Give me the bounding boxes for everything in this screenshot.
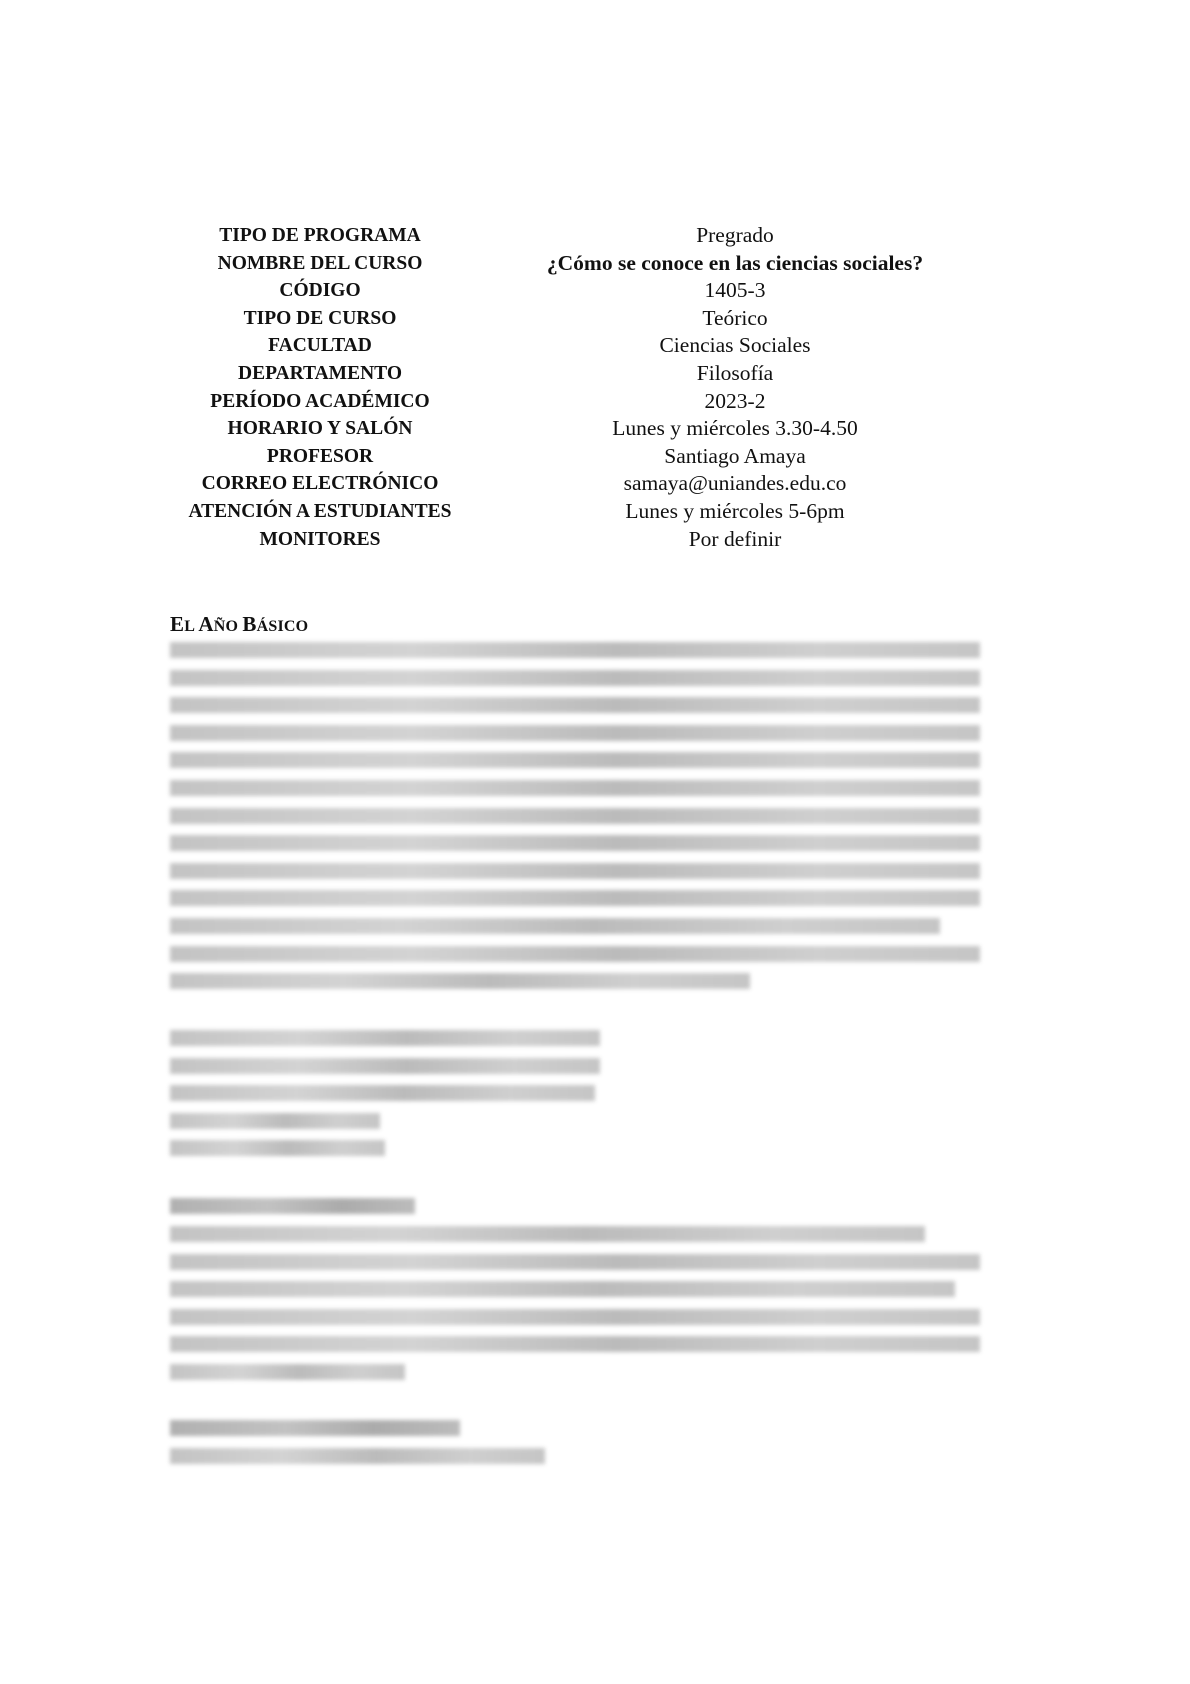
- redacted-line: [170, 808, 980, 824]
- label-facultad: FACULTAD: [268, 335, 372, 357]
- redacted-line: [170, 1420, 460, 1436]
- redacted-heading: [170, 1198, 415, 1226]
- value-profesor: Santiago Amaya: [664, 443, 806, 468]
- redacted-paragraph-descripcion: [170, 1226, 980, 1392]
- redacted-line: [170, 1448, 545, 1464]
- redacted-line: [170, 973, 750, 989]
- info-labels-column: [165, 222, 475, 553]
- redacted-line: [170, 1226, 925, 1242]
- redacted-line: [170, 1254, 980, 1270]
- label-correo: CORREO ELECTRÓNICO: [201, 473, 439, 495]
- redacted-line: [170, 725, 980, 741]
- redacted-line: [170, 670, 980, 686]
- redacted-paragraph-ano-basico: [170, 642, 980, 1001]
- label-periodo-academico: PERÍODO ACADÉMICO: [210, 390, 430, 412]
- redacted-line: [170, 1309, 980, 1325]
- value-atencion-estudiantes: Lunes y miércoles 5-6pm: [625, 498, 845, 523]
- redacted-line: [170, 1085, 595, 1101]
- value-codigo: 1405-3: [704, 278, 766, 303]
- redacted-list: [170, 1030, 600, 1168]
- redacted-line: [170, 642, 980, 658]
- value-periodo-academico: 2023-2: [704, 388, 766, 413]
- label-monitores: MONITORES: [259, 528, 381, 550]
- value-monitores: Por definir: [688, 526, 782, 551]
- redacted-line: [170, 1113, 380, 1129]
- value-departamento: Filosofía: [696, 360, 774, 385]
- label-codigo: CÓDIGO: [279, 280, 361, 302]
- redacted-line: [170, 890, 980, 906]
- info-values-column: [485, 222, 985, 553]
- label-nombre-curso: NOMBRE DEL CURSO: [217, 252, 423, 274]
- label-departamento: DEPARTAMENTO: [238, 362, 402, 384]
- value-correo: samaya@uniandes.edu.co: [623, 471, 847, 496]
- redacted-line: [170, 1281, 955, 1297]
- redacted-line: [170, 863, 980, 879]
- redacted-heading: [170, 1420, 460, 1448]
- label-profesor: PROFESOR: [266, 445, 374, 467]
- redacted-line: [170, 918, 940, 934]
- value-tipo-curso: Teórico: [702, 305, 768, 330]
- redacted-line: [170, 835, 980, 851]
- label-tipo-programa: TIPO DE PROGRAMA: [219, 225, 421, 246]
- redacted-line: [170, 1336, 980, 1352]
- label-atencion-estudiantes: ATENCIÓN A ESTUDIANTES: [188, 500, 452, 522]
- redacted-line: [170, 1198, 415, 1214]
- redacted-line: [170, 1030, 600, 1046]
- redacted-line: [170, 1058, 600, 1074]
- redacted-line: [170, 697, 980, 713]
- redacted-line: [170, 1364, 405, 1380]
- value-horario-salon: Lunes y miércoles 3.30-4.50: [612, 416, 858, 441]
- redacted-line: [170, 1140, 385, 1156]
- redacted-line: [170, 946, 980, 962]
- course-info-table: [165, 222, 985, 553]
- value-nombre-curso: ¿Cómo se conoce en las ciencias sociales?: [546, 250, 924, 275]
- redacted-line: [170, 752, 980, 768]
- value-tipo-programa: Pregrado: [696, 223, 774, 247]
- label-tipo-curso: TIPO DE CURSO: [243, 307, 397, 329]
- section-heading-ano-basico: EL AÑO BÁSICO: [170, 612, 309, 636]
- redacted-line: [170, 780, 980, 796]
- value-facultad: Ciencias Sociales: [659, 333, 811, 358]
- redacted-paragraph-objetivos: [170, 1448, 545, 1476]
- label-horario-salon: HORARIO Y SALÓN: [227, 418, 413, 440]
